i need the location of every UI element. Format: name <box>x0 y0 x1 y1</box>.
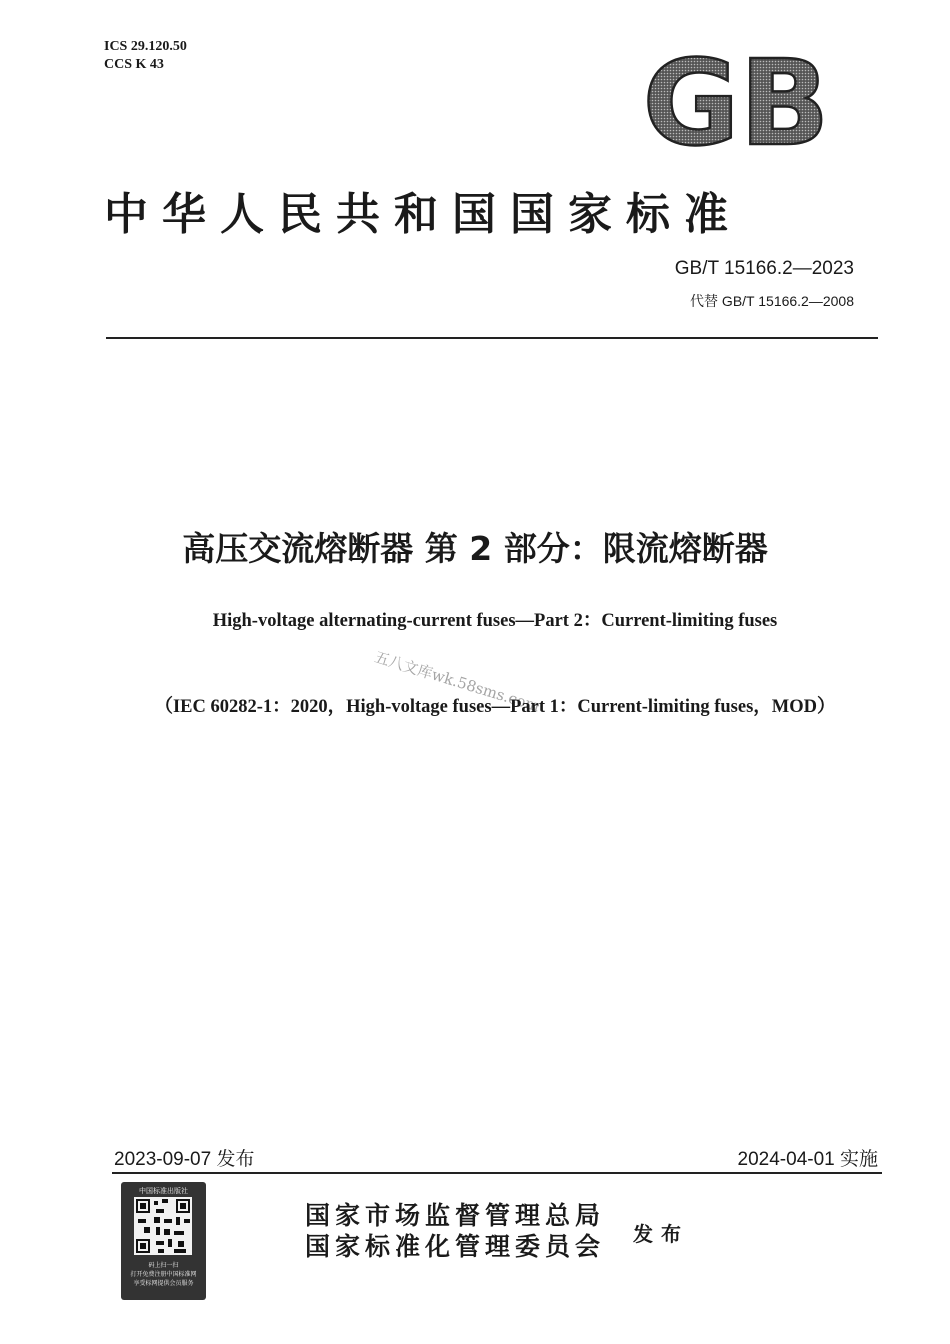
issuing-authorities <box>305 1200 605 1262</box>
gb-logo-icon <box>636 48 836 152</box>
ccs-code: CCS K 43 <box>104 57 164 72</box>
standard-code: GB/T 15166.2—2023 <box>674 258 854 279</box>
qr-caption <box>121 1261 206 1288</box>
title-chinese: 高压交流熔断器 第 2 部分：限流熔断器 <box>182 529 768 568</box>
qr-caption-line: 享受标网提供会员服务 <box>133 1280 194 1287</box>
header-divider <box>106 337 878 339</box>
qr-caption-line: 码上扫一扫 <box>148 1262 179 1269</box>
ics-ccs-block <box>104 38 187 74</box>
footer-divider <box>112 1172 882 1174</box>
ics-code: ICS 29.120.50 <box>104 39 187 54</box>
issuer-sac: 国家标准化管理委员会 <box>305 1232 606 1261</box>
title-iec-reference: （IEC 60282-1：2020，High-voltage fuses—Part 1：Current-limiting fuses，MOD） <box>154 697 836 717</box>
watermark: 五八文库wk.58sms.com <box>372 647 542 716</box>
gb-logo-text: GB <box>642 48 830 152</box>
qr-code-icon <box>134 1197 192 1255</box>
qr-code-panel <box>121 1182 206 1300</box>
issue-date: 2023-09-07 发布 <box>114 1149 255 1170</box>
national-standard-title: 中华人民共和国国家标准 <box>104 189 742 240</box>
publish-label: 发布 <box>633 1222 689 1246</box>
issuer-samr: 国家市场监督管理总局 <box>305 1201 606 1230</box>
replaces-standard: 代替 GB/T 15166.2—2008 <box>690 293 854 309</box>
qr-caption-line: 打开免费注册中国标准网 <box>130 1271 197 1278</box>
title-english: High-voltage alternating-current fuses—Part 2：Current-limiting fuses <box>212 611 778 631</box>
implementation-date: 2024-04-01 实施 <box>737 1149 878 1170</box>
qr-top-label: 中国标准出版社 <box>139 1187 188 1195</box>
